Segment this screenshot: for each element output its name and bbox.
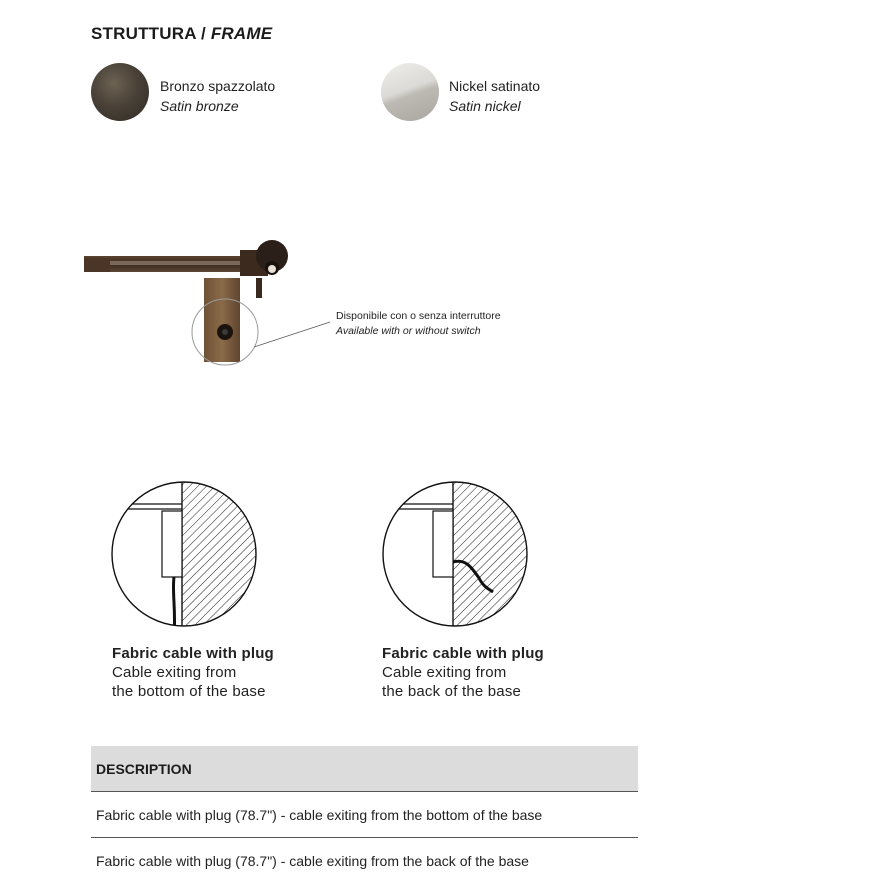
description-table [91,746,638,883]
satin-bronze-swatch [91,63,149,121]
option-line1: Cable exiting from [382,663,544,682]
frame-title-english: FRAME [211,24,272,43]
option-line2: the bottom of the base [112,682,274,701]
lamp-base [204,278,240,362]
callout-italian: Disponibile con o senza interruttore [336,309,501,324]
table-row [91,838,638,883]
option-title: Fabric cable with plug [382,644,544,663]
satin-nickel-swatch [381,63,439,121]
cable-bottom-caption [112,644,274,701]
cable-back-diagram [375,478,535,638]
finish-name-italian: Bronzo spazzolato [160,76,275,96]
frame-title [91,24,272,44]
option-title: Fabric cable with plug [112,644,274,663]
table-header-row [91,746,638,792]
table-cell: Fabric cable with plug (78.7") - cable exiting from the bottom of the base [91,792,638,838]
finish-name-english: Satin nickel [449,96,540,116]
option-line2: the back of the base [382,682,544,701]
finish-name-italian: Nickel satinato [449,76,540,96]
callout-leader-line [254,322,330,347]
table-cell: Fabric cable with plug (78.7") - cable exiting from the back of the base [91,838,638,883]
option-line1: Cable exiting from [112,663,274,682]
finish-name-english: Satin bronze [160,96,275,116]
satin-nickel-label [449,76,540,116]
cable-back-caption [382,644,544,701]
description-header: DESCRIPTION [91,746,638,792]
cable-bottom-diagram [104,478,264,638]
table-row [91,792,638,838]
switch-callout [336,309,501,339]
wall-lamp-image [80,230,350,380]
callout-english: Available with or without switch [336,324,501,339]
frame-title-italian: STRUTTURA / [91,24,206,43]
satin-bronze-label [160,76,275,116]
